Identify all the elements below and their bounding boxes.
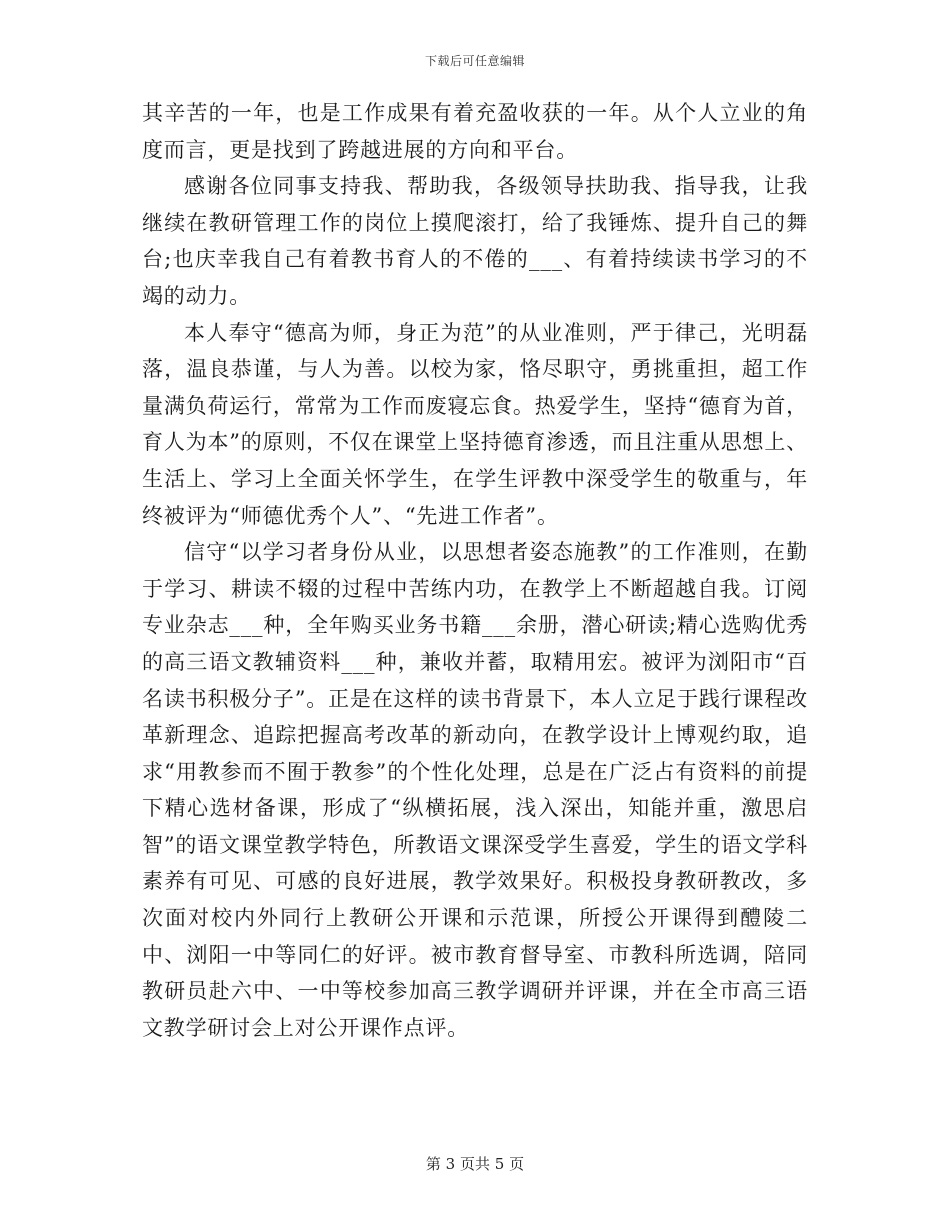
paragraph-thanks: 感谢各位同事支持我、帮助我，各级领导扶助我、指导我，让我继续在教研管理工作的岗位上摸爬滚打，给了我锤炼、提升自己的舞台;也庆幸我自己有着教书育人的不倦的___、有着持续读书学习的不竭的动力。 <box>142 174 808 308</box>
paragraph-continuation: 其辛苦的一年，也是工作成果有着充盈收获的一年。从个人立业的角度而言，更是找到了跨越进展的方向和平台。 <box>142 101 808 162</box>
page-header: 下载后可任意编辑 <box>424 54 525 68</box>
paragraph-learning: 信守“以学习者身份从业，以思想者姿态施教”的工作准则，在勤于学习、耕读不辍的过程中苦练内功，在教学上不断超越自我。订阅专业杂志___种，全年购买业务书籍___余册，潜心研读;精心选购优秀的高三语文教辅资料___种，兼收并蓄，取精用宏。被评为浏阳市“百名读书积极分子”。正是在这样的读书背景下，本人立足于践行课程改革新理念、追踪把握高考改革的新动向，在教学设计上博观约取，追求“用教参而不囿于教参”的个性化处理，总是在广泛占有资料的前提下精心选材备课，形成了“纵横拓展，浅入深出，知能并重，激思启智”的语文课堂教学特色，所教语文课深受学生喜爱，学生的语文学科素养有可见、可感的良好进展，教学效果好。积极投身教研教改，多次面对校内外同行上教研公开课和示范课，所授公开课得到醴陵二中、浏阳一中等同仁的好评。被市教育督导室、市教科所选调，陪同教研员赴六中、一中等校参加高三教学调研并评课，并在全市高三语文教学研讨会上对公开课作点评。 <box>142 540 808 1040</box>
paragraph-ethics: 本人奉守“德高为师，身正为范”的从业准则，严于律己，光明磊落，温良恭谨，与人为善。以校为家，恪尽职守，勇挑重担，超工作量满负荷运行，常常为工作而废寝忘食。热爱学生，坚持“德育为首，育人为本”的原则，不仅在课堂上坚持德育渗透，而且注重从思想上、生活上、学习上全面关怀学生，在学生评教中深受学生的敬重与，年终被评为“师德优秀个人”、“先进工作者”。 <box>142 320 808 528</box>
document-body <box>142 95 808 1046</box>
page-number: 第 3 页共 5 页 <box>425 1155 525 1173</box>
